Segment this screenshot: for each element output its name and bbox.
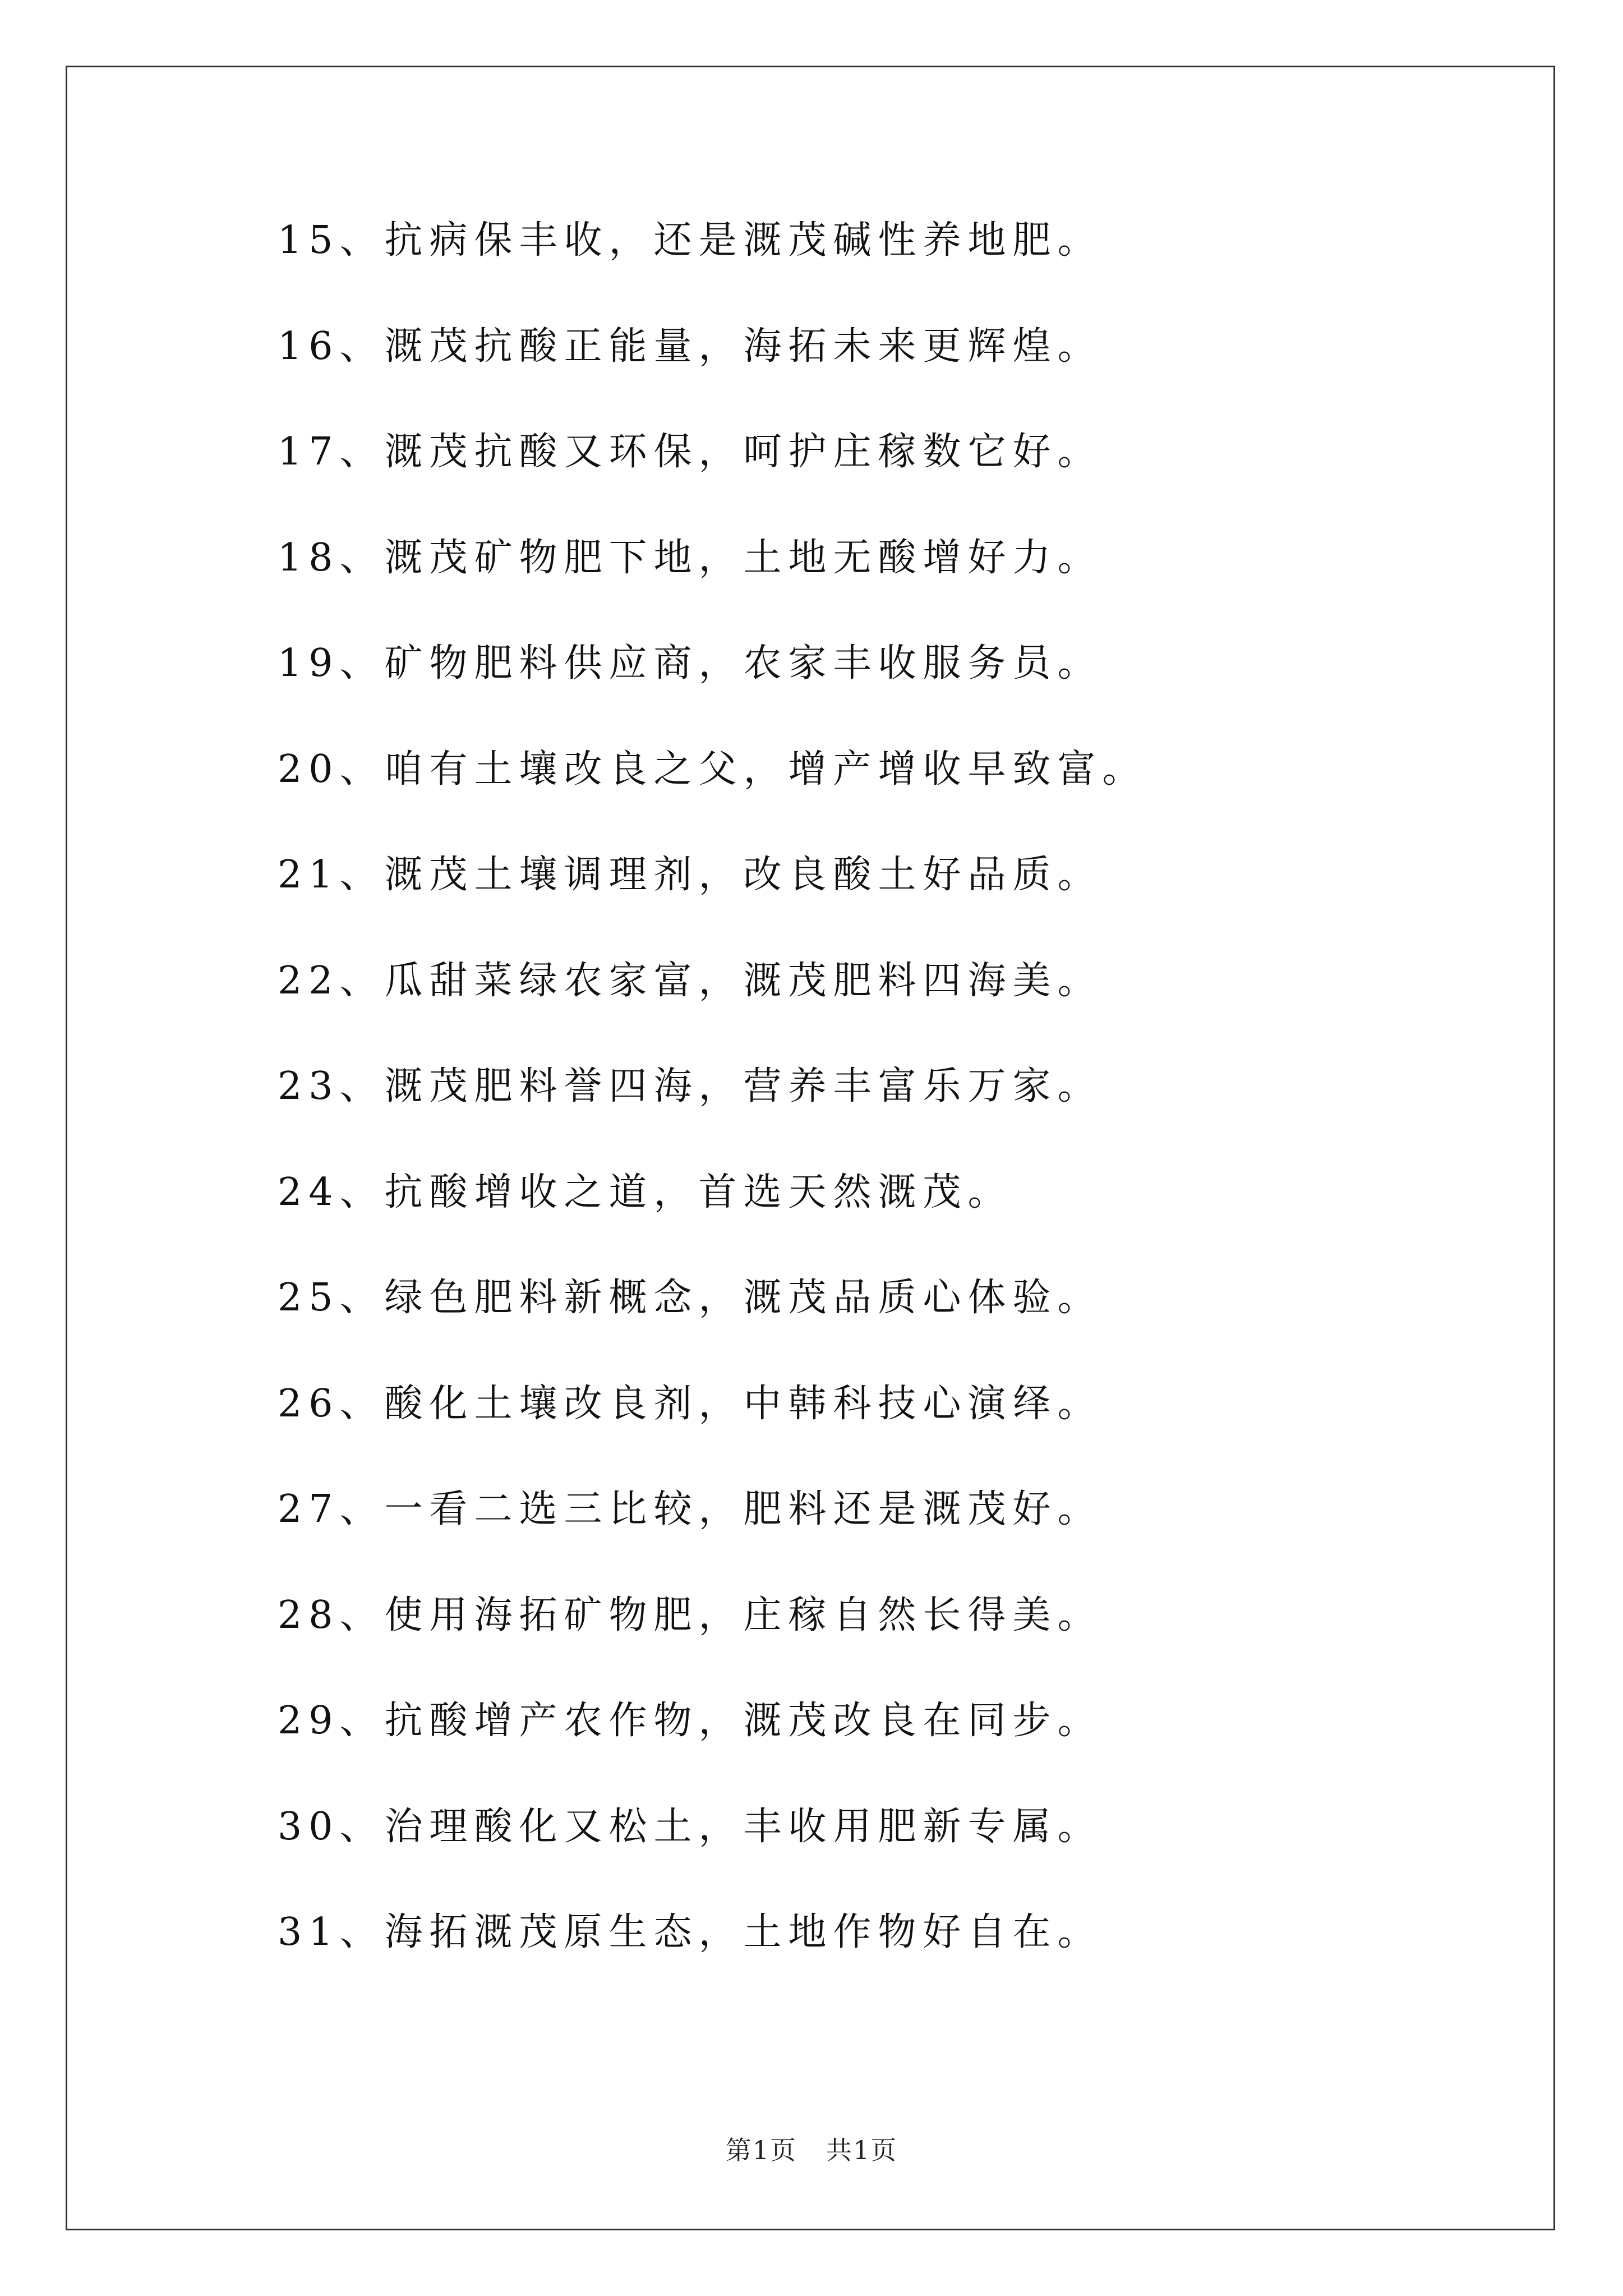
slogan-line: 29、抗酸增产农作物，溉茂改良在同步。 (278, 1699, 1103, 1743)
slogan-line: 21、溉茂土壤调理剂，改良酸土好品质。 (278, 853, 1103, 897)
slogan-line: 23、溉茂肥料誉四海，营养丰富乐万家。 (278, 1064, 1103, 1108)
slogan-line: 19、矿物肥料供应商，农家丰收服务员。 (278, 641, 1103, 685)
slogan-line: 17、溉茂抗酸又环保，呵护庄稼数它好。 (278, 430, 1103, 474)
page-number-current: 第1页 (725, 2135, 797, 2165)
slogan-line: 25、绿色肥料新概念，溉茂品质心体验。 (278, 1276, 1103, 1320)
slogan-line: 18、溉茂矿物肥下地，土地无酸增好力。 (278, 535, 1103, 580)
slogan-line: 22、瓜甜菜绿农家富，溉茂肥料四海美。 (278, 958, 1103, 1003)
slogan-line: 28、使用海拓矿物肥，庄稼自然长得美。 (278, 1593, 1103, 1637)
slogan-list (278, 218, 1511, 2019)
slogan-line: 31、海拓溉茂原生态，土地作物好自在。 (278, 1910, 1103, 1954)
slogan-line: 15、抗病保丰收，还是溉茂碱性养地肥。 (278, 218, 1103, 263)
slogan-line: 30、治理酸化又松土，丰收用肥新专属。 (278, 1804, 1103, 1849)
page-number-total: 共1页 (826, 2135, 898, 2165)
slogan-line: 26、酸化土壤改良剂，中韩科技心演绎。 (278, 1381, 1103, 1426)
slogan-line: 27、一看二选三比较，肥料还是溉茂好。 (278, 1487, 1103, 1531)
slogan-line: 20、咱有土壤改良之父，增产增收早致富。 (278, 747, 1147, 792)
slogan-line: 16、溉茂抗酸正能量，海拓未来更辉煌。 (278, 324, 1103, 369)
slogan-line: 24、抗酸增收之道，首选天然溉茂。 (278, 1170, 1013, 1214)
page-footer (0, 2137, 1623, 2163)
